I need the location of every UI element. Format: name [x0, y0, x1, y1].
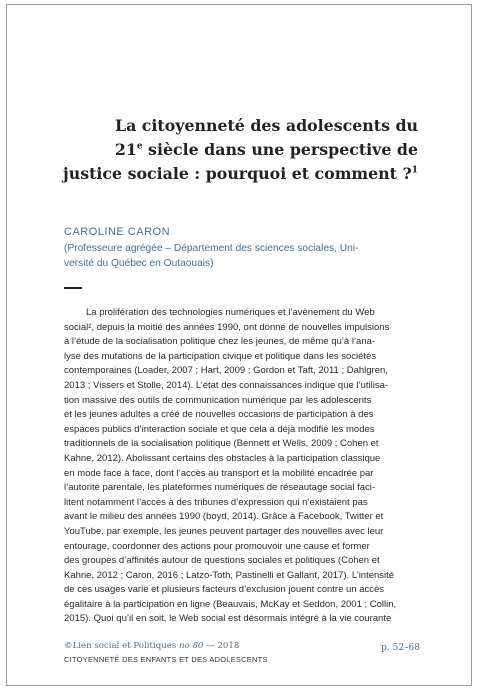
body-line: litent notamment l’accès à des tribunes d’expression qui n’existaient pas	[64, 496, 368, 508]
body-line: social², depuis la moitié des années 1990, ont donné de nouvelles impulsions	[64, 321, 390, 333]
body-line: YouTube, par exemple, les jeunes peuvent partager des nouvelles avec leur	[64, 525, 384, 537]
body-line: et les jeunes adultes a créé de nouvelles occasions de participation à des	[64, 409, 374, 421]
body-line: égalitaire à la participation en ligne (Beauvais, McKay et Seddon, 2001 ; Collin,	[64, 598, 397, 610]
body-line: des groupes d’affinités autour de questions sociales et politiques (Cohen et	[64, 555, 380, 567]
body-paragraph	[64, 306, 420, 627]
body-line: en mode face à face, dont l’accès au transport et la mobilité encadrée par	[64, 467, 374, 479]
author-name: CAROLINE CARON	[64, 226, 171, 238]
body-line: La prolifération des technologies numériques et l’avènement du Web	[86, 307, 375, 318]
title-line-3	[60, 162, 418, 186]
section-divider	[64, 287, 82, 289]
body-line: 2015). Quoi qu’il en soit, le Web social est désormais intégré à la vie courante	[64, 613, 392, 625]
body-line: espaces publics d’interaction sociale et que cela a déjà modifié les modes	[64, 423, 375, 435]
body-line: avant le milieu des années 1990 (boyd, 2014). Grâce à Facebook, Twitter et	[64, 511, 384, 523]
title-line-3-text: justice sociale : pourquoi et comment ?	[63, 164, 412, 183]
body-line: lyse des mutations de la participation civique et politique dans les sociétés	[64, 350, 377, 362]
body-line: traditionnels de la socialisation politique (Bennett et Wells, 2009 ; Cohen et	[64, 438, 379, 450]
body-line: entourage, coordonner des actions pour promouvoir une cause et former	[64, 540, 370, 552]
issue-year: 2018	[217, 641, 240, 651]
body-line: Kahne, 2012). Abolissant certains des obstacles à la participation classique	[64, 452, 381, 464]
issue-number: no 80	[179, 641, 204, 651]
body-line: tion massive des outils de communication numérique par les adolescents	[64, 394, 372, 406]
body-line: contemporaines (Loader, 2007 ; Hart, 2009 ; Gordon et Taft, 2011 ; Dahlgren,	[64, 365, 388, 377]
title-century: 21	[114, 140, 137, 159]
page-range: p. 52–68	[381, 643, 420, 653]
body-line: à l’étude de la socialisation politique chez les jeunes, de même qu’à l’ana-	[64, 336, 376, 348]
title-line-1: La citoyenneté des adolescents du	[114, 116, 418, 135]
title-footnote-marker: 1	[411, 165, 418, 176]
body-line: de ces usages varie et plusieurs facteurs d’exclusion jouent contre un accès	[64, 584, 385, 596]
footer-dash: —	[203, 641, 218, 651]
affiliation-line-1: (Professeure agrégée – Département des sciences sociales, Uni-	[64, 243, 359, 254]
title-line-2	[60, 138, 418, 162]
body-line: 2013 ; Vissers et Stolle, 2014). L’état des connaissances indique que l’utilisa-	[64, 379, 389, 391]
title-century-superscript: e	[136, 141, 143, 152]
affiliation-line-2: versité du Québec en Outaouais)	[64, 257, 214, 269]
journal-name: ©Lien social et Politiques	[64, 641, 177, 651]
body-line: Kahne, 2012 ; Caron, 2016 ; Latzo-Toth, Pastinelli et Gallant, 2017). L’intensité	[64, 569, 395, 581]
issue-theme: CITOYENNETÉ DES ENFANTS ET DES ADOLESCENTS	[64, 655, 268, 664]
article-title	[60, 114, 418, 186]
body-line: l’autorité parentale, les plateformes numériques de réseautage social faci-	[64, 482, 376, 494]
title-line-2-rest: siècle dans une perspective de	[142, 140, 418, 159]
journal-footer	[64, 641, 239, 651]
author-affiliation	[64, 242, 424, 271]
